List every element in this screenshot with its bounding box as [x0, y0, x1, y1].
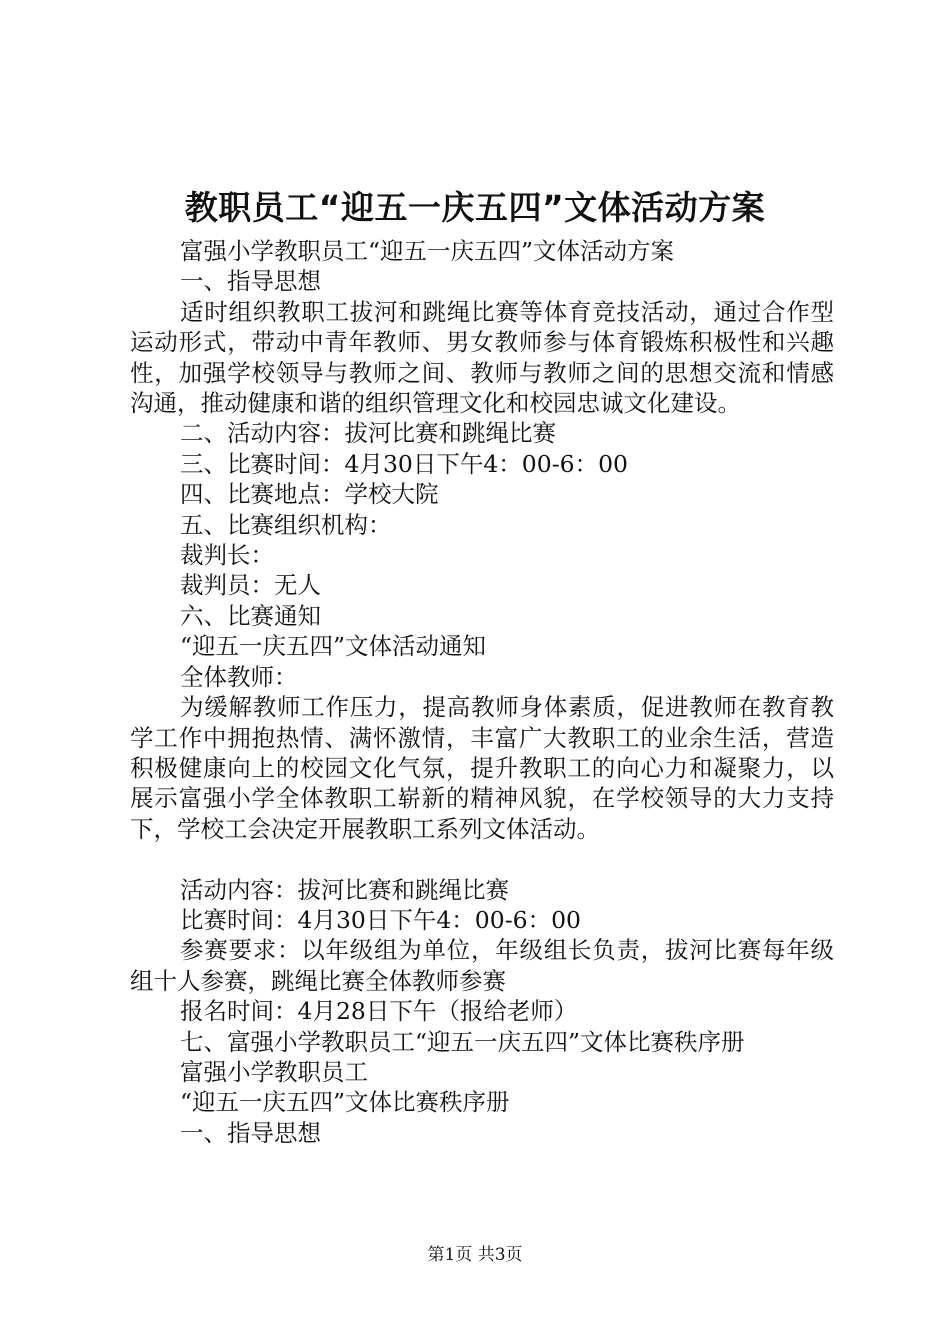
subtitle-paragraph: 富强小学教职员工“迎五一庆五四”文体活动方案 — [180, 237, 675, 265]
program-booklet-heading: 七、富强小学教职员工“迎五一庆五四”文体比赛秩序册 — [180, 1027, 745, 1056]
document-title: 教职员工“迎五一庆五四”文体活动方案 — [184, 188, 766, 227]
notice-registration-time: 报名时间：4月28日下午（报给老师） — [180, 997, 578, 1026]
program-guiding-thought-heading: 一、指导思想 — [180, 1118, 321, 1147]
notice-salutation: 全体教师： — [180, 662, 298, 691]
activity-content-line: 二、活动内容：拔河比赛和跳绳比赛 — [180, 419, 556, 448]
page-number-footer: 第1页 共3页 — [427, 1245, 523, 1265]
competition-venue-line: 四、比赛地点：学校大院 — [180, 480, 439, 509]
notice-heading: 六、比赛通知 — [180, 601, 321, 630]
notice-competition-time: 比赛时间：4月30日下午4：00-6：00 — [180, 905, 582, 934]
notice-body-paragraph: 为缓解教师工作压力，提高教师身体素质，促进教师在教育教学工作中拥抱热情、满怀激情，丰富广大教职工的业余生活，营造积极健康向上的校园文化气氛，提升教职工的向心力和凝聚力，以展示富强小学全体教职工崭新的精神风貌，在学校领导的大力支持下，学校工会决定开展教职工系列文体活动。 — [130, 693, 834, 843]
organization-heading: 五、比赛组织机构： — [180, 510, 392, 539]
paragraph-spacer — [130, 844, 834, 874]
competition-time-line: 三、比赛时间：4月30日下午4：00-6：00 — [180, 449, 629, 478]
notice-title: “迎五一庆五四”文体活动通知 — [180, 632, 487, 661]
guiding-thought-paragraph: 适时组织教职工拔河和跳绳比赛等体育竞技活动，通过合作型运动形式，带动中青年教师、男女教师参与体育锻炼积极性和兴趣性，加强学校领导与教师之间、教师与教师之间的思想交流和情感沟通，推动健康和谐的组织管理文化和校园忠诚文化建设。 — [130, 297, 834, 418]
referee-line: 裁判员：无人 — [180, 571, 321, 600]
notice-requirements: 参赛要求：以年级组为单位，年级组长负责，拔河比赛每年级组十人参赛，跳绳比赛全体教师参赛 — [130, 936, 834, 995]
chief-referee-line: 裁判长： — [180, 541, 274, 570]
section-heading-guiding-thought: 一、指导思想 — [180, 267, 321, 296]
document-body — [130, 236, 834, 1148]
notice-activity-content: 活动内容：拔河比赛和跳绳比赛 — [180, 875, 509, 904]
program-booklet-org: 富强小学教职员工 — [180, 1057, 368, 1086]
program-booklet-title: “迎五一庆五四”文体比赛秩序册 — [180, 1088, 510, 1117]
